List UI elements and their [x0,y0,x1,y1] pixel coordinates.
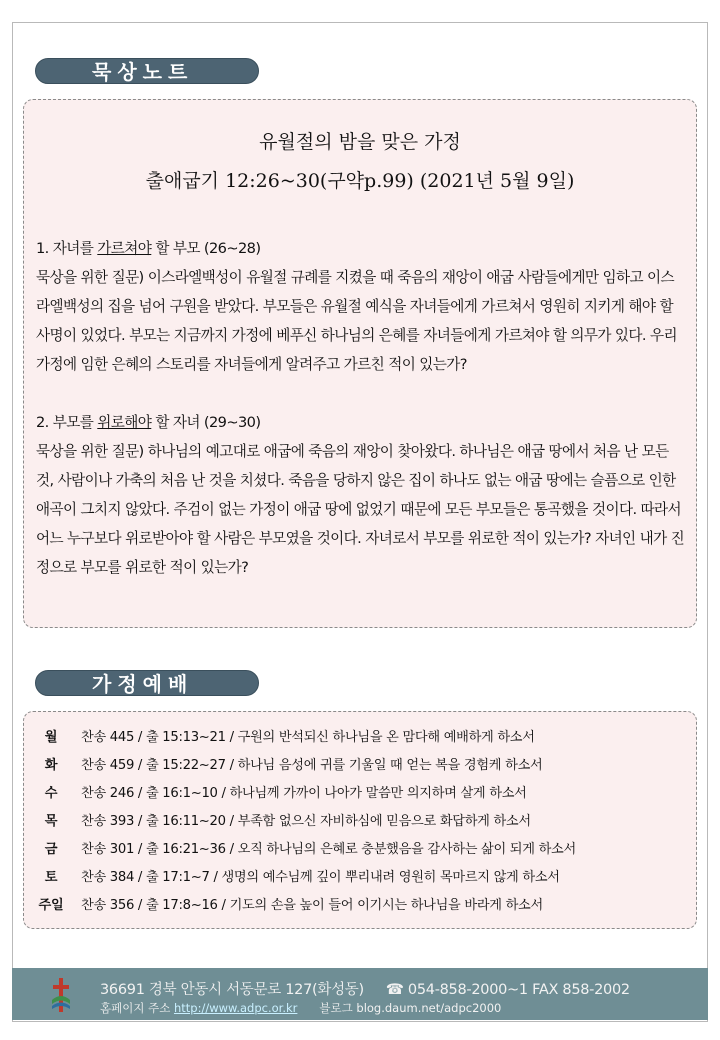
footer-web-line [100,1000,501,1016]
footer [12,968,708,1020]
homepage-label: 홈페이지 주소 [100,1001,171,1015]
church-address: 36691 경북 안동시 서동문로 127(화성동) [100,982,364,998]
blog-label: 블로그 [319,1001,353,1015]
point-2-heading [36,408,686,437]
worship-text: 찬송 384 / 출 17:1~7 / 생명의 예수님께 깊이 뿌리내려 영원히 목마르지 않게 하소서 [81,870,560,885]
phone-fax: 054-858-2000~1 FAX 858-2002 [407,982,630,998]
worship-day: 화 [44,758,58,773]
worship-row [24,836,696,863]
worship-row [24,892,696,919]
worship-box [23,711,697,929]
worship-day: 월 [44,730,58,745]
point-1-question: 묵상을 위한 질문) 이스라엘백성이 유월절 규례를 지켰을 때 죽음의 재앙이 애굽 사람들에게만 임하고 이스라엘백성의 집을 넘어 구원을 받았다. 부모들은 유월절 예식을 자녀들에게 가르쳐서 영원히 지키게 해야 할 사명이 있었다. 부모는 지금까지 가정에 베푸신 하나님의 은혜를 자녀들에게 가르쳐야 할 의무가 있다. 우리 가정에 임한 은혜의 스토리를 자녀들에게 알려주고 가르친 적이 있는가? [36,269,677,373]
worship-day: 목 [44,814,58,829]
footer-contact-line [100,978,630,999]
worship-day: 주일 [38,898,64,913]
scripture-reference: 출애굽기 12:26~30(구약p.99) (2021년 5월 9일) [145,170,575,192]
worship-day: 수 [44,786,58,801]
worship-text: 찬송 356 / 출 17:8~16 / 기도의 손을 높이 들어 이기시는 하나님을 바라게 하소서 [81,898,543,913]
point-2-emphasis: 위로해야 [97,414,152,431]
spacer [36,379,686,408]
meditation-section-title: 묵상노트 [35,58,259,84]
point-1-emphasis: 가르쳐야 [97,240,152,257]
worship-section-title: 가정예배 [35,670,259,696]
point-2-suffix: 할 자녀 (29~30) [151,414,261,431]
worship-text: 찬송 393 / 출 16:11~20 / 부족함 없으신 자비하심에 믿음으로 화답하게 하소서 [81,814,531,829]
phone-icon: ☎ [385,982,404,998]
point-1-prefix: 1. 자녀를 [36,240,98,257]
point-2-prefix: 2. 부모를 [36,414,98,431]
worship-row [24,752,696,779]
blog-link[interactable]: blog.daum.net/adpc2000 [356,1001,502,1015]
worship-text: 찬송 246 / 출 16:1~10 / 하나님께 가까이 나아가 말씀만 의지하며 살게 하소서 [81,786,527,801]
point-2-question: 묵상을 위한 질문) 하나님의 예고대로 애굽에 죽음의 재앙이 찾아왔다. 하나님은 애굽 땅에서 처음 난 모든 것, 사람이나 가축의 처음 난 것을 치셨다. 죽음을 당하지 않은 집이 하나도 없는 애굽 땅에는 슬픔으로 인한 애곡이 그치지 않았다. 주검이 없는 가정이 애굽 땅에 없었기 때문에 모든 부모들은 통곡했을 것이다. 따라서 어느 누구보다 위로받아야 할 사람은 부모였을 것이다. 자녀로서 부모를 위로한 적이 있는가? 자녀인 내가 진정으로 부모를 위로한 적이 있는가? [36,443,685,576]
worship-row [24,780,696,807]
worship-text: 찬송 445 / 출 15:13~21 / 구원의 반석되신 하나님을 온 맘다해 예배하게 하소서 [81,730,535,745]
worship-row [24,808,696,835]
meditation-title: 유월절의 밤을 맞은 가정 [259,131,461,153]
worship-day: 토 [44,870,58,885]
point-1-heading [36,234,686,263]
homepage-link[interactable]: http://www.adpc.or.kr [173,1001,298,1015]
worship-day: 금 [44,842,58,857]
meditation-body [36,234,686,582]
worship-text: 찬송 301 / 출 16:21~36 / 오직 하나님의 은혜로 충분했음을 감사하는 삶이 되게 하소서 [81,842,576,857]
worship-text: 찬송 459 / 출 15:22~27 / 하나님 음성에 귀를 기울일 때 얻는 복을 경험케 하소서 [81,758,543,773]
point-1-suffix: 할 부모 (26~28) [151,240,261,257]
church-cross-logo-icon [50,978,72,1012]
meditation-box [23,99,697,628]
worship-row [24,864,696,891]
worship-row [24,724,696,751]
